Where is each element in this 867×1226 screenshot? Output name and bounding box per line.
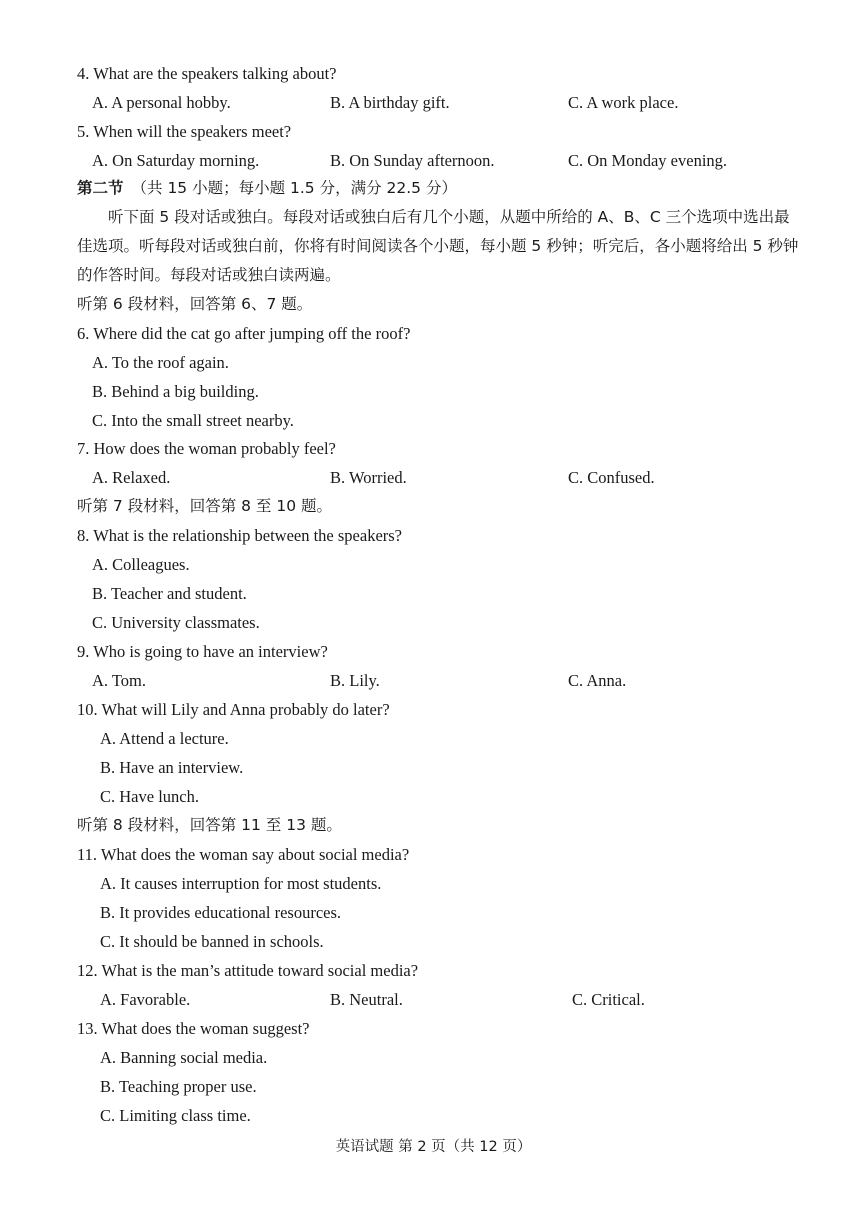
question-5-stem: 5. When will the speakers meet? xyxy=(77,122,292,141)
question-7-stem: 7. How does the woman probably feel? xyxy=(77,439,336,458)
question-8-stem: 8. What is the relationship between the speakers? xyxy=(77,526,403,545)
question-7-option-a: A. Relaxed. xyxy=(92,468,171,487)
question-4-stem: 4. What are the speakers talking about? xyxy=(77,64,337,83)
question-5-option-a: A. On Saturday morning. xyxy=(92,151,260,170)
question-8-option-b: B. Teacher and student. xyxy=(92,584,247,603)
question-11-stem: 11. What does the woman say about social media? xyxy=(77,845,410,864)
question-7-option-b: B. Worried. xyxy=(330,468,407,487)
question-11-option-a: A. It causes interruption for most students. xyxy=(100,874,382,893)
question-9-stem: 9. Who is going to have an interview? xyxy=(77,642,328,661)
question-4-option-a: A. A personal hobby. xyxy=(92,93,231,112)
section-2-info: （共 15 小题；每小题 1.5 分，满分 22.5 分） xyxy=(131,179,457,197)
question-12-option-b: B. Neutral. xyxy=(330,990,403,1009)
question-13-option-a: A. Banning social media. xyxy=(100,1048,268,1067)
question-7-option-c: C. Confused. xyxy=(568,468,655,487)
question-4-option-c: C. A work place. xyxy=(568,93,679,112)
question-9-option-b: B. Lily. xyxy=(330,671,380,690)
question-10-option-a: A. Attend a lecture. xyxy=(100,729,229,748)
material-7-heading: 听第 7 段材料，回答第 8 至 10 题。 xyxy=(77,497,333,515)
section-2-instructions: 听下面 5 段对话或独白。每段对话或独白后有几个小题，从题中所给的 A、B、C 三个选项中选出最佳选项。听每段对话或独白前，你将有时间阅读各个小题，每小题 5 秒钟；听完后，各小题将给出 5 秒钟的作答时间。每段对话或独白读两遍。 xyxy=(77,208,799,284)
question-12-option-c: C. Critical. xyxy=(572,990,645,1009)
section-2-header xyxy=(77,181,457,197)
question-8-option-a: A. Colleagues. xyxy=(92,555,190,574)
material-6-heading: 听第 6 段材料，回答第 6、7 题。 xyxy=(77,295,313,313)
question-5-option-b: B. On Sunday afternoon. xyxy=(330,151,495,170)
question-11-option-c: C. It should be banned in schools. xyxy=(100,932,324,951)
question-10-stem: 10. What will Lily and Anna probably do later? xyxy=(77,700,390,719)
question-8-option-c: C. University classmates. xyxy=(92,613,260,632)
section-2-title: 第二节 xyxy=(77,179,124,197)
question-6-stem: 6. Where did the cat go after jumping off the roof? xyxy=(77,324,411,343)
page-footer: 英语试题 第 2 页（共 12 页） xyxy=(335,1139,532,1155)
material-8-heading: 听第 8 段材料，回答第 11 至 13 题。 xyxy=(77,816,342,834)
question-13-option-b: B. Teaching proper use. xyxy=(100,1077,257,1096)
question-6-option-c: C. Into the small street nearby. xyxy=(92,411,294,430)
question-4-option-b: B. A birthday gift. xyxy=(330,93,450,112)
question-11-option-b: B. It provides educational resources. xyxy=(100,903,342,922)
question-10-option-b: B. Have an interview. xyxy=(100,758,244,777)
question-9-option-c: C. Anna. xyxy=(568,671,627,690)
question-10-option-c: C. Have lunch. xyxy=(100,787,199,806)
question-13-option-c: C. Limiting class time. xyxy=(100,1106,251,1125)
question-5-option-c: C. On Monday evening. xyxy=(568,151,728,170)
question-13-stem: 13. What does the woman suggest? xyxy=(77,1019,310,1038)
question-6-option-a: A. To the roof again. xyxy=(92,353,229,372)
question-12-stem: 12. What is the man’s attitude toward social media? xyxy=(77,961,419,980)
question-12-option-a: A. Favorable. xyxy=(100,990,191,1009)
question-9-option-a: A. Tom. xyxy=(92,671,147,690)
question-6-option-b: B. Behind a big building. xyxy=(92,382,259,401)
